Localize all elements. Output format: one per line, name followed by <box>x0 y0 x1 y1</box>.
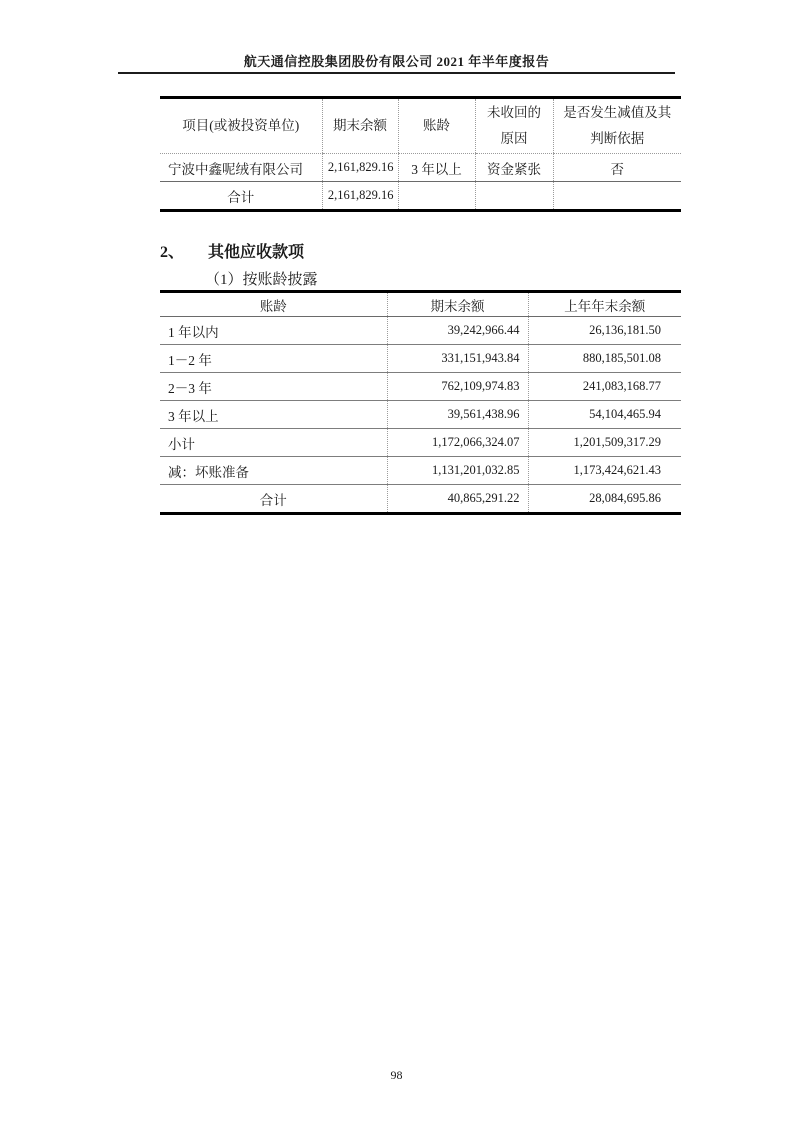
row-label: 2－3 年 <box>160 373 387 401</box>
section-number: 2、 <box>160 244 185 261</box>
aging-analysis-table <box>160 290 681 515</box>
header-cell-ending-balance: 期末余额 <box>387 292 528 317</box>
table-row <box>160 317 681 345</box>
section-heading <box>160 239 304 262</box>
row-label: 1－2 年 <box>160 345 387 373</box>
table-row <box>160 373 681 401</box>
impairment-cell: 否 <box>553 154 681 182</box>
row-label: 宁波中鑫呢绒有限公司 <box>160 154 322 182</box>
table-row <box>160 154 681 182</box>
table-row <box>160 401 681 429</box>
amount-cell: 762,109,974.83 <box>387 373 528 401</box>
header-rule <box>118 72 675 74</box>
header-cell-ending-balance: 期末余额 <box>322 98 398 154</box>
table-header-row <box>160 292 681 317</box>
amount-cell: 1,173,424,621.43 <box>528 457 681 485</box>
empty-cell <box>475 182 553 211</box>
table-row <box>160 457 681 485</box>
section-title: 其他应收款项 <box>208 244 305 261</box>
table-row <box>160 345 681 373</box>
header-cell-aging: 账龄 <box>160 292 387 317</box>
total-amount-cell: 2,161,829.16 <box>322 182 398 211</box>
aging-cell: 3 年以上 <box>398 154 475 182</box>
amount-cell: 880,185,501.08 <box>528 345 681 373</box>
amount-cell: 1,131,201,032.85 <box>387 457 528 485</box>
empty-cell <box>553 182 681 211</box>
investment-receivables-table <box>160 96 681 212</box>
amount-cell: 39,242,966.44 <box>387 317 528 345</box>
header-cell-aging: 账龄 <box>398 98 475 154</box>
row-label: 小计 <box>160 429 387 457</box>
header-cell-prior-year-balance: 上年年末余额 <box>528 292 681 317</box>
header-cell-unrecovered-reason: 未收回的原因 <box>475 98 553 154</box>
table-total-row <box>160 182 681 211</box>
table-header-row <box>160 98 681 154</box>
header-cell-impairment: 是否发生减值及其判断依据 <box>553 98 681 154</box>
row-label: 减：坏账准备 <box>160 457 387 485</box>
document-header-title: 航天通信控股集团股份有限公司 2021 年半年度报告 <box>243 54 550 69</box>
total-label: 合计 <box>259 492 287 508</box>
amount-cell: 241,083,168.77 <box>528 373 681 401</box>
amount-cell: 39,561,438.96 <box>387 401 528 429</box>
empty-cell <box>398 182 475 211</box>
amount-cell: 1,172,066,324.07 <box>387 429 528 457</box>
amount-cell: 1,201,509,317.29 <box>528 429 681 457</box>
header-cell-project: 项目(或被投资单位) <box>160 98 322 154</box>
reason-cell: 资金紧张 <box>475 154 553 182</box>
subsection-heading: （1）按账龄披露 <box>205 272 318 288</box>
amount-cell: 331,151,943.84 <box>387 345 528 373</box>
page-number: 98 <box>390 1068 403 1082</box>
total-label: 合计 <box>227 189 255 205</box>
row-label: 3 年以上 <box>160 401 387 429</box>
total-amount-cell: 40,865,291.22 <box>387 485 528 514</box>
total-amount-cell: 28,084,695.86 <box>528 485 681 514</box>
table-total-row <box>160 485 681 514</box>
amount-cell: 54,104,465.94 <box>528 401 681 429</box>
amount-cell: 26,136,181.50 <box>528 317 681 345</box>
table-subtotal-row <box>160 429 681 457</box>
amount-cell: 2,161,829.16 <box>322 154 398 182</box>
row-label: 1 年以内 <box>160 317 387 345</box>
